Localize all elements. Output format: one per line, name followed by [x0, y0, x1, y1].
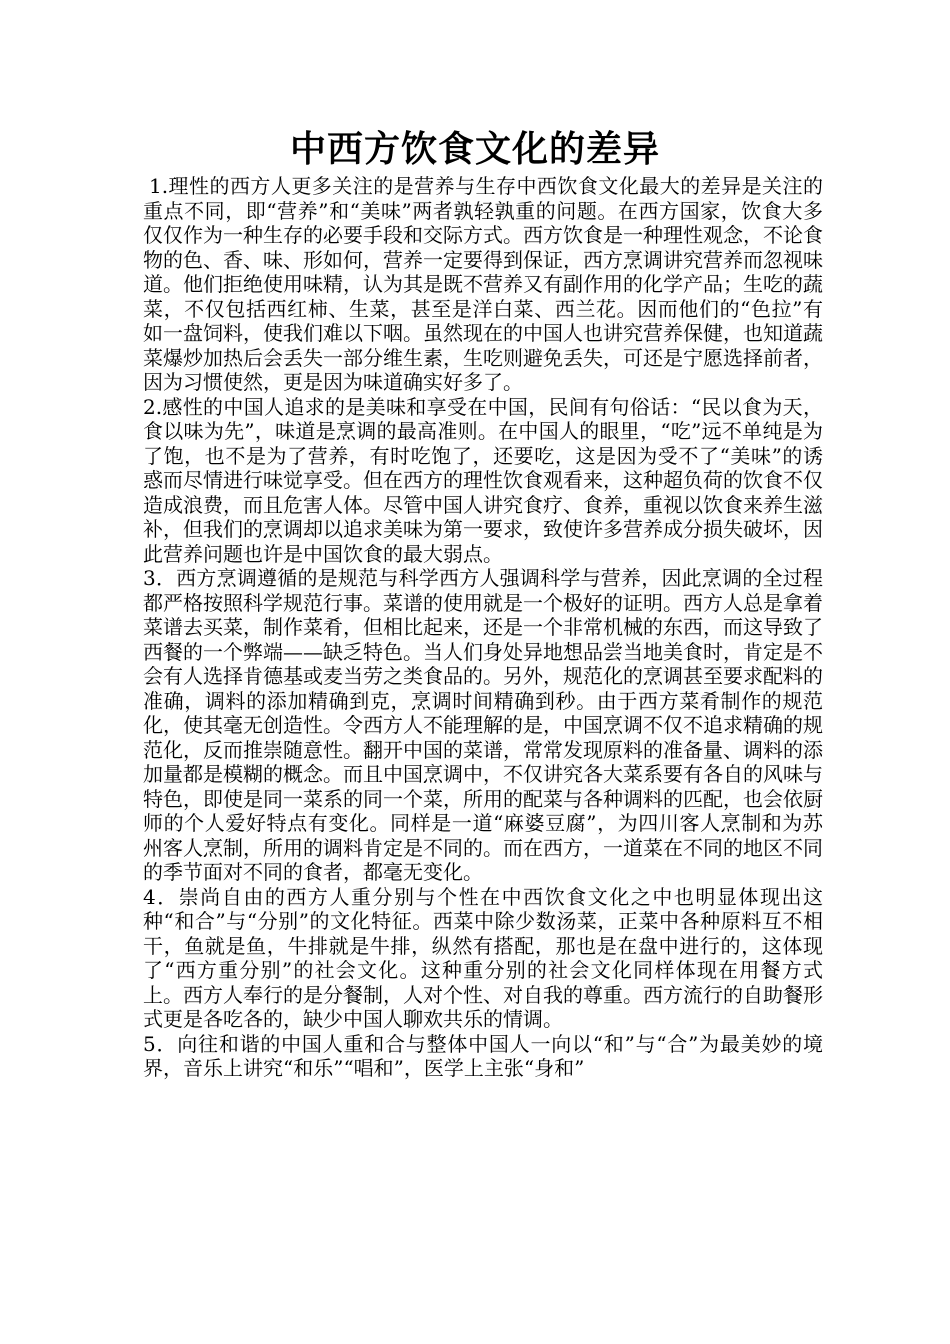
paragraph-1: 1.理性的西方人更多关注的是营养与生存中西饮食文化最大的差异是关注的重点不同，即“营养”和“美味”两者孰轻孰重的问题。在西方国家，饮食大多仅仅作为一种生存的必要手段和交际方式。西方饮食是一种理性观念，不论食物的色、香、味、形如何，营养一定要得到保证，西方烹调讲究营养而忽视味道。他们拒绝使用味精，认为其是既不营养又有副作用的化学产品；生吃的蔬菜，不仅包括西红柿、生菜，甚至是洋白菜、西兰花。因而他们的“色拉”有如一盘饲料，使我们难以下咽。虽然现在的中国人也讲究营养保健，也知道蔬菜爆炒加热后会丢失一部分维生素，生吃则避免丢失，可还是宁愿选择前者，因为习惯使然，更是因为味道确实好多了。 [143, 174, 823, 394]
document-body [143, 174, 823, 1081]
paragraph-5: 5．向往和谐的中国人重和合与整体中国人一向以“和”与“合”为最美妙的境界，音乐上讲究“和乐”“唱和”，医学上主张“身和” [143, 1031, 823, 1080]
document-title: 中西方饮食文化的差异 [289, 129, 660, 170]
paragraph-3: 3．西方烹调遵循的是规范与科学西方人强调科学与营养，因此烹调的全过程都严格按照科学规范行事。菜谱的使用就是一个极好的证明。西方人总是拿着菜谱去买菜，制作菜肴，但相比起来，还是一个非常机械的东西，而这导致了西餐的一个弊端——缺乏特色。当人们身处异地想品尝当地美食时，肯定是不会有人选择肯德基或麦当劳之类食品的。另外，规范化的烹调甚至要求配料的准确，调料的添加精确到克，烹调时间精确到秒。由于西方菜肴制作的规范化，使其毫无创造性。令西方人不能理解的是，中国烹调不仅不追求精确的规范化，反而推崇随意性。翻开中国的菜谱，常常发现原料的准备量、调料的添加量都是模糊的概念。而且中国烹调中，不仅讲究各大菜系要有各自的风味与特色，即使是同一菜系的同一个菜，所用的配菜与各种调料的匹配，也会依厨师的个人爱好特点有变化。同样是一道“麻婆豆腐”，为四川客人烹制和为苏州客人烹制，所用的调料肯定是不同的。而在西方，一道菜在不同的地区不同的季节面对不同的食者，都毫无变化。 [143, 566, 823, 884]
paragraph-4: 4．崇尚自由的西方人重分别与个性在中西饮食文化之中也明显体现出这种“和合”与“分别”的文化特征。西菜中除少数汤菜，正菜中各种原料互不相干，鱼就是鱼，牛排就是牛排，纵然有搭配，那也是在盘中进行的，这体现了“西方重分别”的社会文化。这种重分别的社会文化同样体现在用餐方式上。西方人奉行的是分餐制，人对个性、对自我的尊重。西方流行的自助餐形式更是各吃各的，缺少中国人聊欢共乐的情调。 [143, 884, 823, 1031]
paragraph-2: 2.感性的中国人追求的是美味和享受在中国，民间有句俗话：“民以食为天，食以味为先”，味道是烹调的最高准则。在中国人的眼里，“吃”远不单纯是为了饱，也不是为了营养，有时吃饱了，还要吃，这是因为受不了“美味”的诱惑而尽情进行味觉享受。但在西方的理性饮食观看来，这种超负荷的饮食不仅造成浪费，而且危害人体。尽管中国人讲究食疗、食养，重视以饮食来养生滋补，但我们的烹调却以追求美味为第一要求，致使许多营养成分损失破坏，因此营养问题也许是中国饮食的最大弱点。 [143, 394, 823, 566]
